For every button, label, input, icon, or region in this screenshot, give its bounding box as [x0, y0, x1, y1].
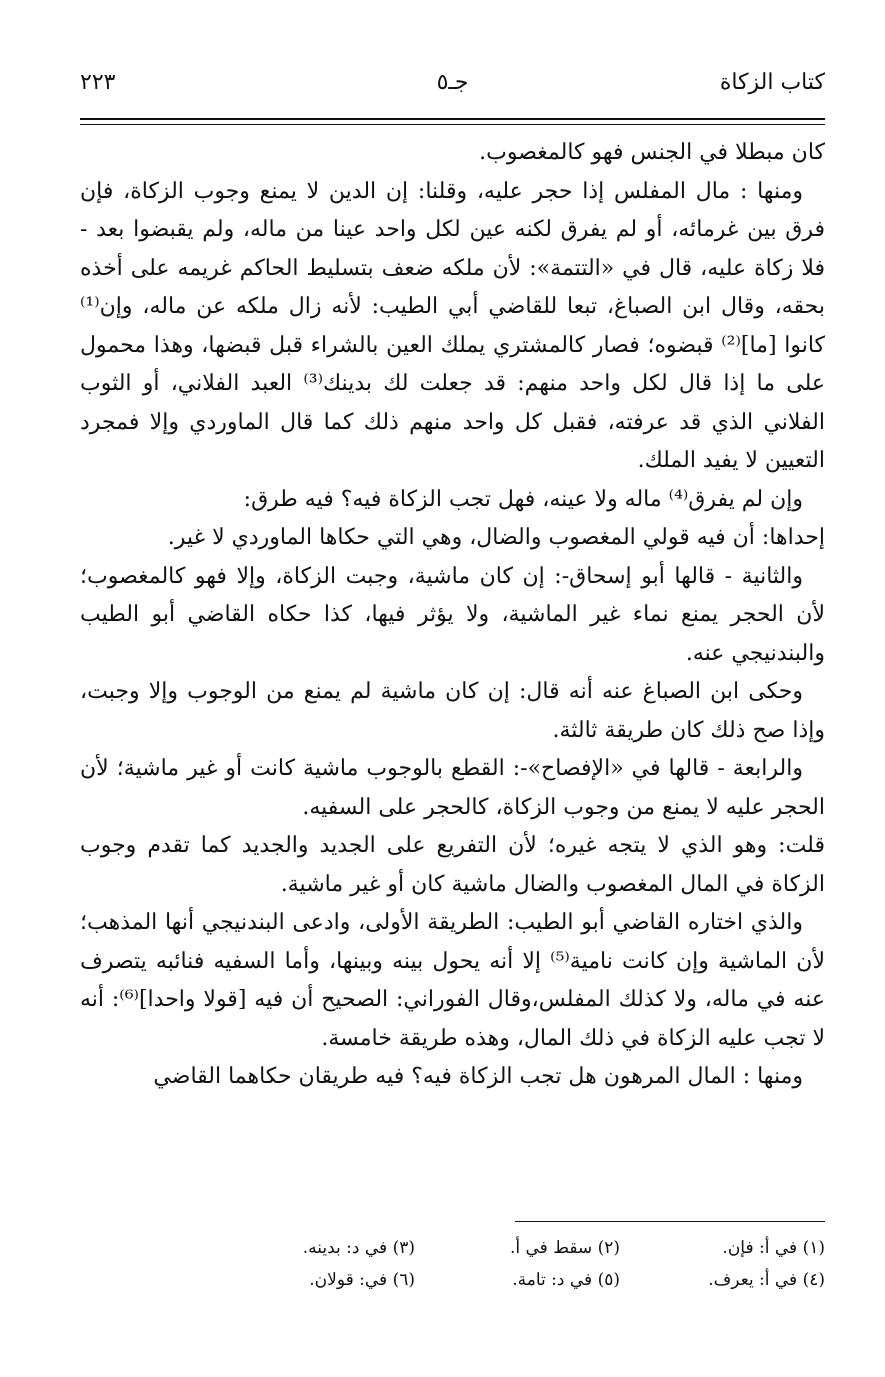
footnote: (٥) في د: تامة.: [512, 1270, 620, 1290]
paragraph: كان مبطلا في الجنس فهو كالمغصوب.: [479, 140, 825, 165]
paragraph: وحكى ابن الصباغ عنه أنه قال: إن كان ماشية لم يمنع من الوجوب وإلا وجبت، وإذا صح ذلك كان طريقة ثالثة.: [80, 679, 825, 743]
volume-label: جـ٥: [436, 70, 469, 95]
paragraph: إحداها: أن فيه قولي المغصوب والضال، وهي التي حكاها الماوردي لا غير.: [167, 525, 825, 550]
paragraph: ومنها : مال المفلس إذا حجر عليه، وقلنا: إن الدين لا يمنع وجوب الزكاة، فإن فرق بين غرمائه، أو لم يفرق لكنه عين لكل واحد عينا من ماله، ولم يقبضوا بعد - فلا زكاة عليه، قال في «التتمة»: لأن ملكه ضعف بتسليط الحاكم غريمه على أخذه بحقه، وقال ابن الصباغ، تبعا للقاضي أبي الطيب: لأنه زال ملكه عن ماله، وإن⁽¹⁾ كانوا [ما]⁽²⁾ قبضوه؛ فصار كالمشتري يملك العين بالشراء قبل قبضها، وهذا محمول على ما إذا قال لكل واحد منهم: قد جعلت لك بدينك⁽³⁾ العبد الفلاني، أو الثوب الفلاني الذي قد عرفته، فقبل كل واحد منهم ذلك كما قال الماوردي وإلا فمجرد التعيين لا يفيد الملك.: [80, 178, 826, 473]
footnote: (٢) سقط في أ.: [509, 1238, 620, 1258]
page-header: [80, 70, 825, 110]
footnote: (٣) في د: بدينه.: [302, 1238, 415, 1258]
main-text: [80, 134, 825, 1097]
paragraph: والذي اختاره القاضي أبو الطيب: الطريقة الأولى، وادعى البندنيجي أنها المذهب؛ لأن الماشية وإن كانت نامية⁽⁵⁾ إلا أنه يحول بينه وبينها، وأما السفيه فنائبه يتصرف عنه في ماله، ولا كذلك المفلس،وقال الفوراني: الصحيح أن فيه [قولا واحدا]⁽⁶⁾: أنه لا تجب عليه الزكاة في ذلك المال، وهذه طريقة خامسة.: [80, 910, 825, 1051]
paragraph: وإن لم يفرق⁽⁴⁾ ماله ولا عينه، فهل تجب الزكاة فيه؟ فيه طرق:: [243, 486, 803, 512]
paragraph: والرابعة - قالها في «الإفصاح»-: القطع بالوجوب ماشية كانت أو غير ماشية؛ لأن الحجر عليه لا يمنع من وجوب الزكاة، كالحجر على السفيه.: [80, 756, 825, 820]
footnote: (١) في أ: فإن.: [722, 1238, 825, 1258]
book-title: كتاب الزكاة: [719, 70, 825, 95]
header-rule: [80, 118, 825, 120]
footnote-rule: [515, 1221, 825, 1222]
footnotes: [210, 1232, 825, 1296]
footnote: (٤) في أ: يعرف.: [708, 1270, 825, 1290]
paragraph: والثانية - قالها أبو إسحاق-: إن كان ماشية، وجبت الزكاة، وإلا فهو كالمغصوب؛ لأن الحجر يمنع نماء غير الماشية، ولا يؤثر فيها، كذا حكاه القاضي أبو الطيب والبندنيجي عنه.: [80, 563, 825, 666]
paragraph: قلت: وهو الذي لا يتجه غيره؛ لأن التفريع على الجديد والجديد كما تقدم وجوب الزكاة في المال المغصوب والضال ماشية كان أو غير ماشية.: [80, 833, 825, 897]
footnote: (٦) في: قولان.: [309, 1270, 415, 1290]
paragraph: ومنها : المال المرهون هل تجب الزكاة فيه؟ فيه طريقان حكاهما القاضي: [153, 1064, 803, 1089]
header-rule-thin: [80, 124, 825, 125]
page-number: ٢٢٣: [80, 70, 116, 95]
